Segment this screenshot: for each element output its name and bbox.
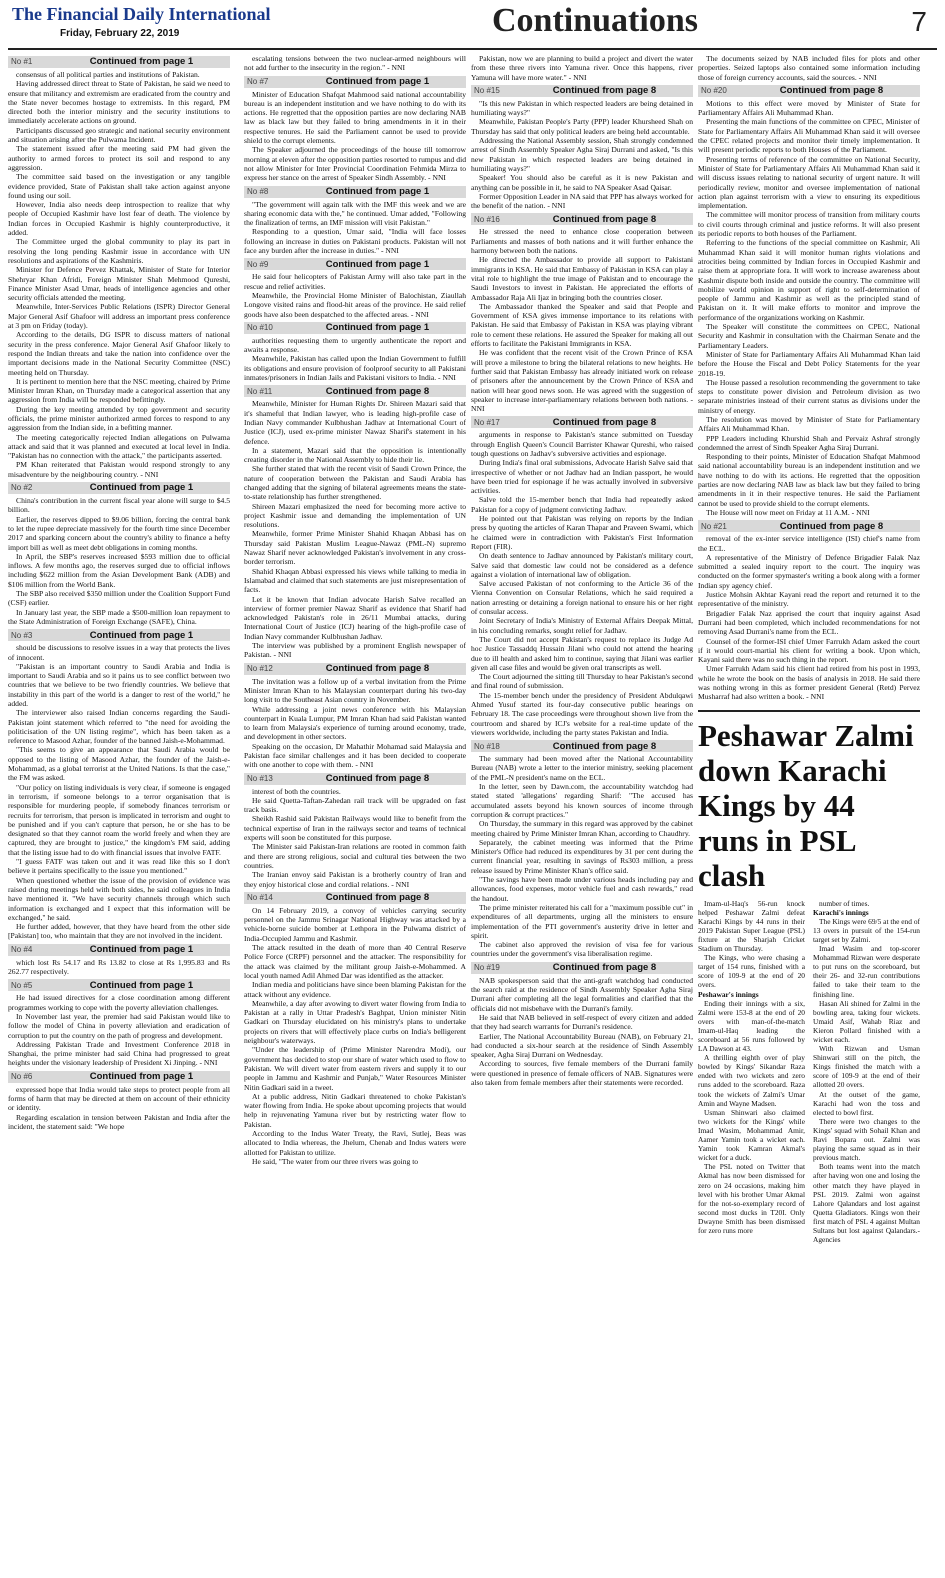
paragraph: At a public address, Nitin Gadkari threatened to choke Pakistan's water flowing from India. He spoke about upcoming projects that would help in rejuvenating Yamuna river but by restricting water flow to Pakistan. [244, 1091, 466, 1129]
continuation-label: Continued from page 8 [552, 740, 657, 752]
paragraph: should be discussions to resolve issues in a way that protects the lives of innocent. [8, 643, 230, 662]
subheading: Peshawar's innings [698, 989, 759, 999]
article [698, 54, 920, 82]
paragraph: The Ambassador thanked the Speaker and said that People and Government of KSA gives immense importance to its relations with Pakistan. He said that Embassy of Pakistan in KSA was playing vibrant role to cement these relations. He assured the Speaker for making all out efforts to facilitate the Pakistani Immigrants in KSA. [471, 301, 693, 349]
issue-date: Friday, February 22, 2019 [60, 28, 180, 39]
section-title: Continuations [492, 2, 698, 39]
paragraph: Meanwhile, Minister for Human Rights Dr. Shireen Mazari said that it's shameful that Indian lawyer, who is leading high-profile case of Indian Navy commander Kulbhushan Jadhav at International Court of Justice (ICJ), used ex-prime minister Nawaz Sharif's statement in his defence. [244, 399, 466, 446]
paragraph: Meanwhile, Inter-Services Public Relations (ISPR) Director General Major General Asif Ghafoor will address an important press conference at 3 pm on Friday (today). [8, 302, 230, 331]
paragraph: The meeting categorically rejected Indian allegations on Pulwama attack and said that it was planned and executed at local level in India. "Pakistan has no connection with the attack," the participants asserted. [8, 432, 230, 461]
paragraph: Joint Secretary of India's Ministry of External Affairs Deepak Mittal, in his concluding remarks, sought relief for Jadhav. [471, 616, 693, 635]
paragraph: The prime minister reiterated his call for a "maximum possible cut" in expenditures of all departments, urging all the ministers to ensure implementation of the PTI government's austerity drive in letter and spirit. [471, 902, 693, 940]
article [471, 54, 693, 82]
paragraph: He had issued directives for a close coordination among different programmes working to cope with the poverty alleviation challenges. [8, 993, 230, 1012]
paragraph: At the outset of the game, Karachi had won the toss and elected to bowl first. [813, 1089, 920, 1117]
paragraph: Having addressed direct threat to State of Pakistan, he said we need to ensure that militancy and extremism are eradicated from the country and the State never becomes hostage to extremists. In this regard, PM directed both the interior ministry and the security institutions to immediately accelerate actions on ground. [8, 79, 230, 126]
feature-column-1 [698, 899, 805, 1245]
article [471, 85, 693, 211]
paragraph: PM Khan reiterated that Pakistan would respond strongly to any misadventure by the neighbouring country. - NNI [8, 460, 230, 479]
paragraph: The summary had been moved after the National Accountability Bureau (NAB) wrote a letter to the interior ministry, seeking placement of the PML-N president's name on the ECL. [471, 754, 693, 782]
continuation-label: Continued from page 8 [325, 662, 430, 674]
paragraph: The invitation was a follow up of a verbal invitation from the Prime Minister Imran Khan to his Malaysian counterpart during his two-day long visit to the Southeast Asian country in November. [244, 676, 466, 705]
paragraph: In April, the SBP's reserves increased $593 million due to official inflows. A few months ago, the reserves surged due to official inflows including $622 million from the Asian Development Bank (ADB) and $106 million from the World Bank. [8, 551, 230, 589]
paragraph: The Committee urged the global community to play its part in resolving the long pending Kashmir issue in accordance with UN resolutions and aspirations of the Kashmiris. [8, 237, 230, 265]
article [698, 85, 920, 517]
continuation-number: No #12 [247, 663, 273, 673]
paragraph: On death sentence to Jadhav announced by Pakistan's military court, Salve said that domestic law could not be considered as a defence against a violation of international law of obligation. [471, 551, 693, 579]
continuation-label: Continued from page 1 [89, 979, 194, 991]
continuation-number: No #21 [701, 521, 727, 531]
continuation-number: No #1 [11, 57, 33, 67]
paragraph: which lost Rs 54.17 and Rs 13.82 to close at Rs 1,995.83 and Rs 262.77 respectively. [8, 957, 230, 977]
continuation-label: Continued from page 8 [552, 213, 657, 225]
paragraph: "Our policy on listing individuals is very clear, if someone is engaged in terrorism, if someone belongs to a terror organisation that is responsible for murdering people, if somebody finances terrorism or recruits for terrorism, that person is implicated in terrorism and ought to be punished and if you can't capture that person, he or she has to be designated so that they cannot roam the world freely and when they are captured, they are brought to justice," the kingdom's FM said, adding that the listing issue had to do with financial issues that involve FATF. [8, 782, 230, 857]
paragraph: It is pertinent to mention here that the NSC meeting, chaired by Prime Minister Imran Khan, on Thursday made a categorical assertion that any aggression from India will be responded befittingly. [8, 376, 230, 405]
continuation-label: Continued from page 1 [325, 185, 430, 197]
paragraph: Addressing Pakistan Trade and Investment Conference 2018 in Shanghai, the prime minister had said China had progressed to great heights under the visionary leadership of President Xi Jinping. - NNI [8, 1039, 230, 1068]
paragraph: On Thursday, the summary in this regard was approved by the cabinet meeting chaired by Prime Minister Imran Khan, according to Chaudhry. [471, 819, 693, 838]
continuation-number: No #13 [247, 773, 273, 783]
feature-headline: Peshawar Zalmi down Karachi Kings by 44 runs in PSL clash [698, 710, 920, 893]
paragraph: The interviewer also raised Indian concerns regarding the Saudi-Pakistan joint statement which referred to "the need for avoiding the politicisation of the UN listing regime", which has been taken as a reference to Masood Azhar, founder of the banned Jaish-e-Mohammad. [8, 708, 230, 746]
paragraph: Hasan Ali shined for Zalmi in the bowling area, taking four wickets. Umaid Asif, Wahab Riaz and Kieron Pollard finished with a wicket each. [813, 998, 920, 1044]
continuation-header [698, 520, 920, 532]
paragraph: However, India also needs deep introspection to realize that why people of Occupied Kashmir have lost fear of death. The violence by Indian forces in Occupied Kashmir is highly counterproductive, it added. [8, 200, 230, 238]
article [244, 773, 466, 889]
paragraph: interest of both the countries. [252, 786, 341, 796]
article [8, 482, 230, 626]
paragraph: A representative of the Ministry of Defence Brigadier Falak Naz submitted a sealed inquiry report to the court. The inquiry was conducted on the former spymaster's writing a book along with a former Indian spy agency chief. [698, 552, 920, 590]
paragraph: The House will now meet on Friday at 11 A.M. - NNI [706, 507, 870, 517]
column-1 [8, 54, 230, 1572]
feature-body [698, 899, 920, 1245]
article [8, 979, 230, 1067]
continuation-label: Continued from page 1 [325, 75, 430, 87]
paragraph: The committee will monitor process of transition from military courts to civil courts through criminal and justice reforms. It will also present its periodic reports to both houses of the Parliament. [698, 210, 920, 239]
continuation-header [471, 213, 693, 225]
column-3 [471, 54, 693, 1572]
paragraph: Umer Farrukh Adam said his client had retired from his post in 1993, while he wrote the book on the basis of analysis in 2018. He said there was nothing wrong in this as former president General (Retd) Pervez Musharraf had also written a book. - NNI [698, 664, 920, 702]
paragraph: The Kings were 69/5 at the end of 13 overs in pursuit of the 154-run target set by Zalmi. [813, 916, 920, 944]
paragraph: Usman Shinwari also claimed two wickets for the Kings' while Imad Wasim, Mohammad Amir, Aamer Yamin took a wicket each. Yamin took Kamran Akmal's wicket for a duck. [698, 1107, 805, 1163]
paragraph: Earlier, The National Accountability Bureau (NAB), on February 21, had conducted a six-hour search at the residence of Sindh Assembly speaker, Agha Siraj Durrani on Wednesday. [471, 1031, 693, 1060]
paragraph: number of times. [819, 898, 870, 908]
article [244, 54, 466, 73]
continuation-header [244, 773, 466, 785]
paragraph: Meanwhile, former Prime Minister Shahid Khaqan Abbasi has on Thursday said Pakistan Muslim League-Nawaz (PML-N) supremo Nawaz Sharif never acknowledged Pakistan's involvement in any cross-border terrorism. [244, 529, 466, 567]
paragraph: The SBP also received $350 million under the Coalition Support Fund (CSF) earlier. [8, 589, 230, 608]
paragraph: Referring to the functions of the special committee on Kashmir, Ali Muhammad Khan said it will monitor human rights violations and atrocities being committed by Indian forces in Occupied Kashmir and raise them at appropriate fora. It will work to increase awareness about Kashmir dispute both inside and outside the country. The committee will mobilize world opinion in support of right to self-determination of people of Jammu and Kashmir as well as the principled stand of Pakistan on it. It will make efforts to monitor and improve the performance of the organizations working on Kashmir. [698, 238, 920, 322]
continuation-number: No #8 [247, 186, 269, 196]
continuation-number: No #14 [247, 893, 273, 903]
feature-story [698, 710, 920, 1245]
paragraph: "Pakistan is an important country to Saudi Arabia and India is important to Saudi Arabia and so it pains us to see conflict between two countries that we believe to be two friendly countries. We believe that instability in this part of the world is a danger to rest of the world," he added. [8, 661, 230, 708]
paragraph: Responding to their points, Minister of Education Shafqat Mahmood said national accountability bureau is an independent institution and we have nothing to do with its actions. He regretted that the opposition parties are now declaring NAB law as black law but they failed to bring amendments in it in their respective tenures. He said the Parliament cannot be used to provide shield to the corrupt elements. [698, 452, 920, 508]
paragraph: Minister of Education Shafqat Mahmood said national accountability bureau is an independent institution and we have nothing to do with its actions. He regretted that the opposition parties are now declaring NAB law as black law but they failed to bring amendments in it in their respective tenures. He said the Parliament cannot be used to provide shield to the corrupt elements. [244, 89, 466, 146]
continuation-number: No #18 [474, 741, 500, 751]
paragraph: The cabinet also approved the revision of visa fee for various countries under the government's visa liberalisation regime. [471, 940, 693, 959]
subheading: Karachi's innings [813, 907, 869, 917]
paragraph: Separately, the cabinet meeting was informed that the Prime Minister's Office had reduced its expenditures by 31 per cent during the current financial year, resulting in savings of Rs303 million, a press release issued by Prime Minister Khan's office said. [471, 837, 693, 875]
article [244, 385, 466, 659]
continuation-number: No #16 [474, 214, 500, 224]
paragraph: Speaker! You should also be careful as it is new Pakistan and anything can be possible in it, he said to NA Speaker Asad Qaisar. [471, 173, 693, 192]
paragraph: The 15-member bench under the presidency of President Abdulqawi Ahmed Yusuf started its four-day consecutive public hearings on February 18. The case proceedings were throughout shown live from the courtroom and shared by ICJ's website for a real-time update of the viewers worldwide, including the party states Pakistan and India. [471, 690, 693, 737]
page-number: 7 [911, 6, 927, 37]
continuation-number: No #19 [474, 963, 500, 973]
continuation-header [244, 258, 466, 270]
paragraph: In November last year, the premier had said Pakistan would like to follow the model of China in poverty alleviation and eradication of corruption to put the country on the path of progress and development. [8, 1011, 230, 1040]
continuation-header [8, 1071, 230, 1083]
paragraph: China's contribution in the current fiscal year alone will surge to $4.5 billion. [8, 496, 230, 515]
paragraph: Minister of State for Parliamentary Affairs Ali Muhammad Khan laid before the House the Fiscal and Debt Policy Statements for the year 2018-19. [698, 349, 920, 378]
paragraph: The interview was published by a prominent English newspaper of Pakistan. - NNI [244, 641, 466, 660]
continuation-number: No #17 [474, 417, 500, 427]
column-2 [244, 54, 466, 1572]
paragraph: In a statement, Mazari said that the opposition is intentionally creating disorder in the National Assembly to hide their lie. [244, 445, 466, 465]
paragraph: The Court adjourned the sitting till Thursday to hear Pakistan's second and final round of submission. [471, 672, 693, 691]
paragraph: Meanwhile, Pakistan has called upon the Indian Government to fulfill its obligations and ensure provision of foolproof security to all Pakistani inmates/prisoners in Indian Jails and Pakistani visitors to India. - NNI [244, 354, 466, 383]
paragraph: Responding to a question, Umar said, "India will face losses following an increase in duties on Pakistani products. Pakistan will not face any burden after the increase in duties." - NNI [244, 227, 466, 256]
paragraph: Motions to this effect were moved by Minister of State for Parliamentary Affairs Ali Muhammad Khan. [698, 98, 920, 118]
paragraph: He said that NAB believed in self-respect of every citizen and added that they had search warrants for Durrani's residence. [471, 1012, 693, 1032]
continuation-number: No #11 [247, 386, 273, 396]
paragraph: Presenting terms of reference of the committee on National Security, Minister of State for Parliamentary Affairs Ali Muhammad Khan said it will discuss issues relating to national security of urgent nature. It will periodically review, monitor and oversee implementation of national action plan against terrorism with a view to ensuring its expeditious implementation. [698, 154, 920, 211]
paragraph: authorities requesting them to urgently authenticate the report and awaits a response. [244, 335, 466, 355]
continuation-header [8, 979, 230, 991]
paragraph: Both teams went into the match after having won one and losing the other match they have played in PSL 2019. Zalmi won against Lahore Qalandars and lost against Quetta Gladiators. Kings won their first match of PSL 4 against Multan Sultans but lost against Qalandars.-Agencies [813, 1162, 920, 1245]
continuation-label: Continued from page 1 [89, 482, 194, 494]
continuation-number: No #6 [11, 1072, 33, 1082]
paragraph: With Rizwan and Usman Shinwari still on the pitch, the Kings finished the match with a score of 109-9 at the end of their allotted 20 overs. [813, 1044, 920, 1090]
article [8, 1071, 230, 1131]
paragraph: The resolution was moved by Minister of State for Parliamentary Affairs Ali Muhammad Khan. [698, 414, 920, 434]
continuation-label: Continued from page 1 [89, 1071, 194, 1083]
article [471, 416, 693, 737]
article [244, 322, 466, 382]
article [244, 258, 466, 318]
paragraph: The committee said based on the investigation or any tangible evidence provided, State of Pakistan shall take action against anyone found using our soil. [8, 172, 230, 200]
paragraph: Imad Wasim and top-scorer Mohammad Rizwan were desperate to put runs on the scoreboard, but their 26- and 32-run contributions failed to take their team to the finishing line. [813, 944, 920, 999]
paragraph: Counsel of the former-ISI chief Umer Farrukh Adam asked the court if it would court-martial his client for writing a book. Upon which, Kayani said there was no such thing in the report. [698, 636, 920, 665]
paragraph: Shahid Khaqan Abbasi expressed his views while talking to media in Islamabad and claimed that such statements are just misrepresentation of facts. [244, 566, 466, 595]
continuation-label: Continued from page 1 [325, 322, 430, 334]
paragraph: consensus of all political parties and institutions of Pakistan. [16, 70, 200, 79]
column-4-articles [698, 54, 920, 702]
paragraph: Imam-ul-Haq's 56-run knock helped Peshawar Zalmi defeat Karachi Kings by 44 runs in their 2019 Pakistan Super League (PSL) fixture at the Sharjah Cricket Stadium on Thursday. [698, 898, 805, 954]
paragraph: Former Opposition Leader in NA said that PPP has always worked for the benefit of the nation. - NNI [471, 191, 693, 211]
paragraph: A thrilling eighth over of play bowled by Kings' Sikandar Raza ended with two wickets and zero runs added to the scoreboard. Raza took the wickets of Zalmi's Umar Amin and Wayne Madsen. [698, 1053, 805, 1108]
paragraph: Addressing the National Assembly session, Shah strongly condemned arrest of Sindh Assembly Speaker Agha Siraj Durrani and asked, "Is this new Pakistan in which respected leaders are being detained in humiliating ways?" [471, 136, 693, 173]
paragraph: The Minister said Pakistan-Iran relations are rooted in common faith and there are strong religious, social and cultural ties between the two countries. [244, 842, 466, 870]
continuation-label: Continued from page 8 [552, 416, 657, 428]
paragraph: He pointed out that Pakistan was relying on reports by the Indian press by quoting the articles of Karan Thapar and Praveen Swami, which he claimed were in contradiction with Pakistan's First Information Report (FIR). [471, 514, 693, 551]
article [698, 520, 920, 701]
paragraph: The Court did not accept Pakistan's request to replace its Judge Ad hoc Justice Tassaddq Hussain Jilani who could not attend the hearing due to ill health and asked him to continue, saying that Jilani was earlier given all case files and would be given oral transcripts as well. [471, 634, 693, 672]
paragraph: He said four helicopters of Pakistan Army will also take part in the rescue and relief activities. [244, 272, 466, 291]
continuation-header [471, 740, 693, 752]
paragraph: There were two changes to the Kings' squad with Sohail Khan and Ravi Bopara out. Zalmi was playing the same squad as in their previous match. [813, 1116, 920, 1163]
paper-name: The Financial Daily International [12, 4, 271, 24]
continuation-header [8, 56, 230, 68]
paragraph: Presenting the main functions of the committee on CPEC, Minister of State for Parliamentary Affairs Ali Muhammad Khan said it will oversee the CPEC related projects and monitor their timely implementation. It will present periodic reports to both Houses of the Parliament. [698, 117, 920, 155]
paragraph: While addressing a joint news conference with his Malaysian counterpart in Kuala Lumpur, PM Imran Khan had said Pakistan wanted to learn from Malaysia's experience of turning around economy, trade, and development in other sectors. [244, 704, 466, 742]
continuation-header [8, 944, 230, 956]
continuation-label: Continued from page 8 [552, 962, 657, 974]
continuation-number: No #3 [11, 630, 33, 640]
paragraph: Regarding escalation in tension between Pakistan and India after the incident, the statement said: "We hope [8, 1112, 230, 1131]
article [471, 213, 693, 413]
paragraph: "The government will again talk with the IMF this week and we are sharing economic data with the," he continued. Umar added, "Following the finalization of terms, an IMF mission will visit Pakistan." [244, 199, 466, 228]
paragraph: Justice Mohsin Akhtar Kayani read the report and returned it to the representative of the ministry. [698, 590, 920, 609]
paragraph: On 14 February 2019, a convoy of vehicles carrying security personnel on the Jammu Srinagar National Highway was attacked by a vehicle-borne suicide bomber at Lethpora in the Pulwama district of India-Occupied Jammu and Kashmir. [244, 905, 466, 943]
paragraph: The Speaker adjourned the proceedings of the house till tomorrow morning at eleven after the opposition parties resorted to rumpus and did not allow Minister for Inter Provincial Coordination Fehmida Mirza to express her stance on the arrest of Speaker Sindh Assembly. - NNI [244, 145, 466, 183]
article [244, 186, 466, 256]
paragraph: Earlier, the reserves dipped to $9.06 billion, forcing the central bank to let the rupee depreciate massively for the fourth time since December 2017 and sparking concern about the country's ability to finance a hefty import bill as well as meet debt obligations in coming months. [8, 514, 230, 552]
continuation-label: Continued from page 8 [325, 772, 430, 784]
paragraph: Salve told the 15-member bench that India had repeatedly asked Pakistan for a copy of judgment convicting Jadhav. [471, 495, 693, 514]
column-4 [698, 54, 920, 1572]
paragraph: The Kings, who were chasing a target of 154 runs, finished with a score of 109-9 at the end of 20 overs. [698, 953, 805, 990]
feature-column-2 [813, 899, 920, 1245]
paragraph: expressed hope that India would take steps to protect people from all forms of harm that may be directed at them on account of their ethnicity or identity. [8, 1084, 230, 1113]
continuation-header [698, 85, 920, 97]
continuation-header [8, 482, 230, 494]
paragraph: He said Quetta-Taftan-Zahedan rail track will be upgraded on fast track basis. [244, 795, 466, 815]
continuation-header [8, 629, 230, 641]
paragraph: The House passed a resolution recommending the government to take steps to constitute power division and Petroleum division as two separate ministries instead of their current status as divisions under the ministry of energy. [698, 377, 920, 415]
paragraph: Minister for Defence Pervez Khattak, Minister of State for Interior Shehryar Khan Afridi, Foreign Minister Shah Mehmood Qureshi, Finance Minister Asad Umar, heads of intelligence agencies and other security officials attended the meeting. [8, 265, 230, 303]
continuation-header [244, 892, 466, 904]
paragraph: Ending their innings with a six, Zalmi were 153-8 at the end of 20 overs with man-of-the-match Imam-ul-Haq leading the scoreboard at 56 runs followed by LA Dawson at 43. [698, 998, 805, 1054]
article [244, 663, 466, 770]
paragraph: The Speaker will constitute the committees on CPEC, National Security and Kashmir in consultation with the Chairman Senate and the Parliamentary Leaders. [698, 322, 920, 350]
masthead-rule [8, 48, 937, 50]
paragraph: The Iranian envoy said Pakistan is a brotherly country of Iran and they enjoy historical close and cordial relations. - NNI [244, 870, 466, 889]
continuation-label: Continued from page 8 [325, 892, 430, 904]
paragraph: Pakistan, now we are planning to build a project and divert the water from these three rivers into Yamuna river. Once this happens, river Yamuna will have more water." - NNI [471, 54, 693, 82]
article [8, 629, 230, 941]
paragraph: Shireen Mazari emphasized the need for becoming more active to project Kashmir issue and demanding the implementation of UN resolutions. [244, 501, 466, 530]
continuation-number: No #5 [11, 980, 33, 990]
article [244, 892, 466, 1166]
continuation-label: Continued from page 1 [89, 629, 194, 641]
continuation-number: No #15 [474, 86, 500, 96]
paragraph: According to the details, DG ISPR to discuss matters of national security in the press conference. Major General Asif Ghafoor likely to respond the Indian threats and take the nation into confidence over the important decisions made in the National Security Committee (NSC) meeting held on Thursday. [8, 330, 230, 377]
paragraph: In the letter, seen by Dawn.com, the accountability watchdog had stated stated 'allegations' regarding Sharif: "The accused has accumulated assets beyond his known sources of income through corruption & corrupt practices." [471, 782, 693, 819]
paragraph: Meanwhile, the Provincial Home Minister of Balochistan, Ziaullah Longove visited rains and flood-hit areas of the province. He said relief goods have also been despatched to the affected areas. - NNI [244, 290, 466, 319]
paragraph: escalating tensions between the two nuclear-armed neighbours will not add further to the insecurity in the region." - NNI [244, 54, 466, 73]
paragraph: "This seems to give an appearance that Saudi Arabia would be opposed to the listing of Masood Azhar, the founder of the Jaish-e-Mohammad, as a global terrorist at the United Nations. Is that the case," the FM was asked. [8, 745, 230, 783]
paragraph: Meanwhile, Pakistan People's Party (PPP) leader Khursheed Shah on Thursday has said that only political leaders are being held accountable. [471, 117, 693, 136]
continuation-label: Continued from page 8 [779, 520, 884, 532]
paragraph: The PSL noted on Twitter that Akmal has now been dismissed for zero on 24 occasions, making him level with his brother Umar Akmal for the not-so-exemplary record of second most ducks in T20I. Only Dwayne Smith has been dismissed for zero runs more [698, 1162, 805, 1235]
article [244, 76, 466, 183]
paragraph: PPP Leaders including Khurshid Shah and Pervaiz Ashraf strongly condemned the arrest of Sindh Speaker Agha Siraj Durrani. [698, 433, 920, 452]
continuation-header [244, 186, 466, 198]
paragraph: "Is this new Pakistan in which respected leaders are being detained in humiliating ways?" [471, 98, 693, 118]
paragraph: Indian media and politicians have since been blaming Pakistan for the attack without any evidence. [244, 980, 466, 999]
continuation-label: Continued from page 1 [89, 944, 194, 956]
continuation-label: Continued from page 1 [89, 56, 194, 68]
continuation-label: Continued from page 8 [779, 85, 884, 97]
paragraph: She further stated that with the recent visit of Saudi Crown Prince, the nature of cooperation between the Pakistan and Saudi Arabia has changed adding that the signing of bilateral agreements means the state-to-state relationship has further strengthened. [244, 464, 466, 502]
continuation-header [244, 76, 466, 88]
paragraph: He said, "The water from our three rivers was going to [252, 1156, 419, 1166]
continuation-number: No #9 [247, 259, 269, 269]
paragraph: During the key meeting attended by top government and security officials, the prime minister authorized armed forces to respond to any aggression from the Indian side, in a befitting manner. [8, 404, 230, 433]
paragraph: Brigadier Falak Naz apprised the court that inquiry against Asad Durrani had been completed, which included recommendations for not removing Asad Durrani's name from the ECL. [698, 608, 920, 637]
paragraph: He directed the Ambassador to provide all support to Pakistani immigrants in KSA. He said that Embassy of Pakistan in KSA can play a vital role to highlight the true image of Pakistan and to encourage the Saudi Investors to invest in Pakistan. He appreciated the efforts of Ambassador Raja Ali Ijaz in bringing both the countries closer. [471, 255, 693, 302]
continuation-header [244, 385, 466, 397]
paragraph: "The savings have been made under various heads including pay and allowances, food expenses, motor vehicle fuel and cash rewards," read the handout. [471, 875, 693, 903]
paragraph: Sheikh Rashid said Pakistan Railways would like to benefit from the technical expertise of Iran in the railways sector and teams of technical experts will soon be constituted for this purpose. [244, 814, 466, 843]
paragraph: Meanwhile, a day after avowing to divert water flowing from India to Pakistan at a rally in Uttar Pradesh's Baghpat, Union minister Nitin Gadkari on Thursday elucidated on his ministry's plans to undertake projects on rivers that will effectively place curbs on India's belligerent neighbour's waterways. [244, 998, 466, 1046]
continuation-header [244, 663, 466, 675]
paragraph: The documents seized by NAB included files for plots and other properties. Seized laptops also contained some information including those of foreign currency accounts, said the sources. - NNI [698, 54, 920, 82]
masthead [0, 0, 945, 52]
paragraph: During India's final oral submissions, Advocate Harish Salve said that irrespective of whether or not Jadhav had an Indian passport, he would have been tried for espionage if he was actually involved in subversive activities. [471, 458, 693, 496]
paragraph: "Under the leadership of (Prime Minister Narendra Modi), our government has decided to stop our share of water which used to flow to Pakistan. We will divert water from eastern rivers and supply it to our people in Jammu and Kashmir and Punjab," Water Resources Minister Nitin Gadkari said in a tweet. [244, 1045, 466, 1092]
continuation-label: Continued from page 1 [325, 258, 430, 270]
article [8, 56, 230, 479]
paragraph: He further added, however, that they have heard from the other side [Pakistan] too, who maintain that they are not involved in the incident. [8, 922, 230, 941]
continuation-number: No #4 [11, 945, 33, 955]
paragraph: According to sources, five female members of the Durrani family were questioned in presence of female officers of NAB. Signatures were also taken from female members after their statements were recorded. [471, 1059, 693, 1087]
article [471, 740, 693, 959]
paragraph: According to the Indus Water Treaty, the Ravi, Sutlej, Beas was allocated to India whereas, the Jhelum, Chenab and Indus waters were allotted for Pakistan to utilize. [244, 1128, 466, 1157]
paragraph: "I guess FATF was taken out and it was read like this so I don't believe it pertains specifically to the issue you mentioned." [8, 857, 230, 876]
continuation-number: No #20 [701, 86, 727, 96]
continuation-header [471, 962, 693, 974]
paragraph: Let it be known that Indian advocate Harish Salve recalled an interview of former premier Nawaz Sharif as evidence that Sharif had acknowledged Pakistan's role in 26/11 Mumbai attacks, during International Court of Justice (ICJ) hearing of the high-profile case of Indian Navy commander Kulbhushan Jadhav. [244, 594, 466, 641]
continuation-number: No #7 [247, 76, 269, 86]
continuation-number: No #10 [247, 323, 273, 333]
paragraph: Salve accused Pakistan of not conforming to the Article 36 of the Vienna Convention on Consular Relations, which he said required a nation arresting or detaining a foreign national to ensure his or her right of consular access. [471, 579, 693, 617]
paragraph: arguments in response to Pakistan's stance submitted on Tuesday through English Queen's Council Barrister Khawar Qureshi, who raised tough questions on Jadhav's subversive activities and espionage. [471, 430, 693, 458]
paragraph: removal of the ex-inter service intelligence (ISI) chief's name from the ECL. [698, 534, 920, 553]
continuation-label: Continued from page 8 [552, 85, 657, 97]
continuation-header [471, 85, 693, 97]
paragraph: He was confident that the recent visit of the Crown Prince of KSA will prove a milestone to bring the bilateral relations to new heights. He further said that Pakistan Embassy has already initiated work on release of prisoners after the announcement by the Crown Prince of KSA and nation will hear good news soon. He was agreed with the suggestion of speaker to increase inter-parliamentary relations between both nations. - NNI [471, 348, 693, 414]
paragraph: He stressed the need to enhance close cooperation between Parliaments and masses of both nations and it will further enhance the harmony between both the nations. [471, 227, 693, 256]
paragraph: Speaking on the occasion, Dr Mahathir Mohamad said Malaysia and Pakistan face similar challenges and it has been decided to cooperate with one another to cope with them. - NNI [244, 741, 466, 770]
continuation-header [471, 416, 693, 428]
paragraph: NAB spokesperson said that the anti-graft watchdog had conducted the search raid at the residence of Sindh Assembly Speaker Agha Siraj Durrani after completing all the legal formalities and clarified that the officials did not misbehave with the Durrani's family. [471, 975, 693, 1013]
continuation-header [244, 322, 466, 334]
article [8, 944, 230, 977]
paragraph: When questioned whether the issue of the provision of evidence was raised during meetings held with both sides, he said colleagues in India have mentioned it. "We have security channels through which such information is exchanged and I expect that this information will be exchanged," he said. [8, 875, 230, 922]
paragraph: Participants discussed geo strategic and national security environment and situation arising after the Pulwama Incident. [8, 125, 230, 145]
article [471, 962, 693, 1088]
continuation-number: No #2 [11, 483, 33, 493]
paragraph: In January last year, the SBP made a $500-million loan repayment to the State Administration of Foreign Exchange (SAFE), China. [8, 607, 230, 626]
paragraph: The attack resulted in the death of more than 40 Central Reserve Police Force (CRPF) personnel and the attacker. The responsibility for the attack was claimed by the militant group Jaish-e-Mohammed. A local youth named Adil Ahmed Dar was identified as the attacker. [244, 943, 466, 980]
paragraph: The statement issued after the meeting said PM had given the authority to armed forces to protect its soil and respond to any aggression. [8, 144, 230, 172]
continuation-label: Continued from page 8 [325, 385, 430, 397]
